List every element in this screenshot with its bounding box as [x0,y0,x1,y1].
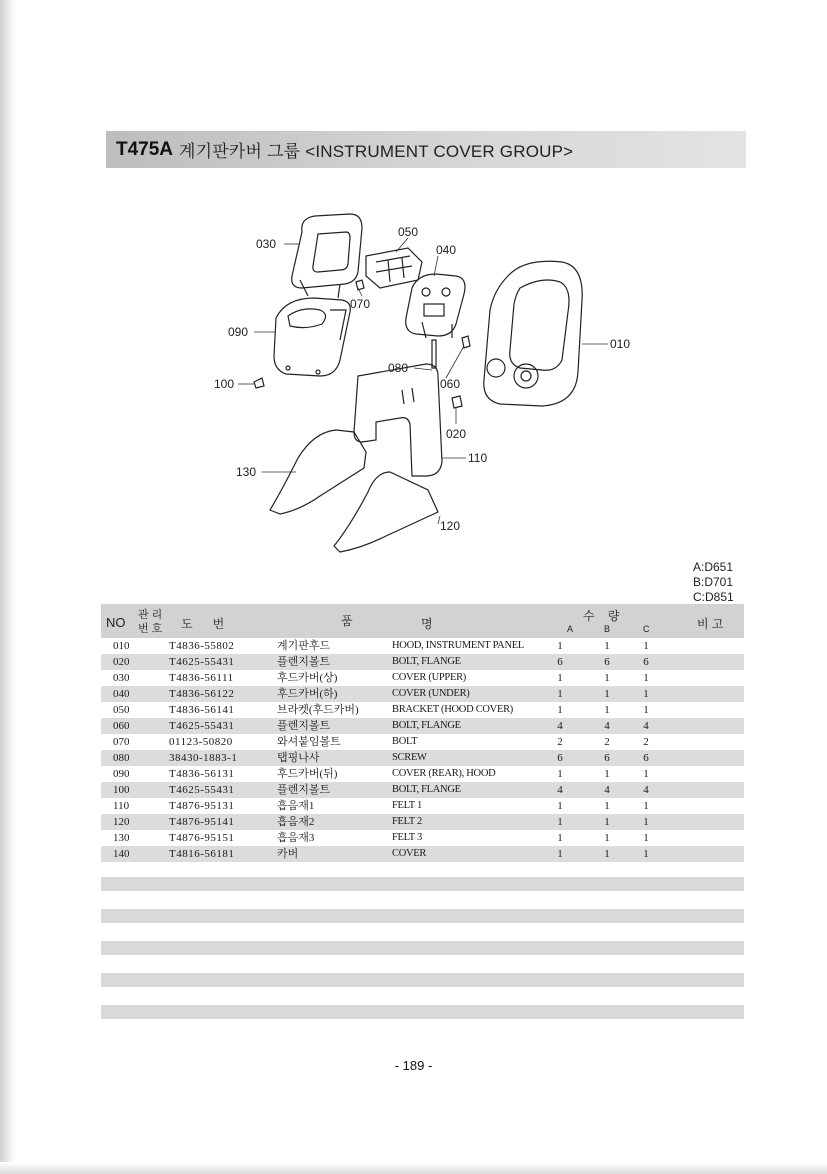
row-no: 010 [113,640,130,652]
row-qty-c: 1 [643,704,649,716]
row-english-name: COVER [392,848,427,859]
table-row [101,670,744,686]
row-qty-b: 1 [604,640,610,652]
row-no: 040 [113,688,130,700]
header-no: NO [106,615,126,630]
row-no: 130 [113,832,130,844]
callout-090: 090 [228,325,249,339]
row-korean-name: 흡음재2 [277,816,315,828]
row-korean-name: 계기판후드 [277,640,331,652]
row-part-number: T4625-55431 [169,656,235,668]
row-part-number: T4625-55431 [169,784,235,796]
row-korean-name: 후드카버(뒤) [277,768,338,780]
callout-110: 110 [468,451,488,465]
row-no: 070 [113,736,130,748]
empty-row-band [101,1005,744,1019]
table-header [101,604,744,638]
group-title: 계기판카버 그룹 <INSTRUMENT COVER GROUP> [179,142,574,161]
row-qty-b: 1 [604,800,610,812]
row-qty-b: 1 [604,768,610,780]
part-050-shape [366,248,422,288]
row-qty-c: 6 [643,752,649,764]
row-qty-c: 1 [643,832,649,844]
section-title-bar [106,131,746,168]
header-qty-c: C [643,624,650,634]
group-code: T475A [116,138,174,160]
row-no: 100 [113,784,130,796]
row-korean-name: 플렌지볼트 [277,720,331,732]
header-qty-a: A [567,624,574,634]
page-shadow-bottom [0,1162,827,1174]
row-part-number: 38430-1883-1 [169,752,238,764]
row-korean-name: 탭핑나사 [277,752,320,764]
empty-row-band [101,941,744,955]
part-030-shape [292,214,362,288]
table-row [101,638,744,654]
table-row [101,686,744,702]
callout-010: 010 [610,337,631,351]
table-row [101,782,744,798]
row-korean-name: 플렌지볼트 [277,656,331,668]
header-product: 품 [341,614,353,628]
row-qty-a: 4 [557,784,563,796]
row-qty-b: 1 [604,816,610,828]
table-row [101,846,744,862]
row-english-name: FELT 1 [392,800,423,811]
callout-070: 070 [350,297,371,311]
row-english-name: BOLT, FLANGE [392,784,461,795]
row-english-name: COVER (REAR), HOOD [392,768,496,779]
part-070-bolt [356,280,364,290]
row-no: 050 [113,704,130,716]
row-english-name: BRACKET (HOOD COVER) [392,704,513,715]
part-110-shape [354,364,442,476]
row-part-number: T4876-95131 [169,800,235,812]
row-qty-a: 1 [557,688,563,700]
legend-c: C:D851 [693,590,734,604]
row-part-number: T4876-95151 [169,832,235,844]
row-no: 060 [113,720,130,732]
table-row [101,766,744,782]
callout-130: 130 [236,465,257,479]
header-qty-b: B [604,624,611,634]
row-qty-b: 2 [604,736,610,748]
table-row [101,814,744,830]
row-korean-name: 브라켓(후드카버) [277,704,359,716]
row-qty-c: 4 [643,720,649,732]
exploded-parts-diagram [190,200,650,580]
header-mgmt-top: 관 리 [138,609,163,621]
row-part-number: T4625-55431 [169,720,235,732]
row-no: 090 [113,768,130,780]
table-row [101,654,744,670]
row-part-number: T4836-55802 [169,640,235,652]
row-korean-name: 와셔붙임볼트 [277,736,341,748]
row-qty-c: 4 [643,784,649,796]
header-mgmt-bottom: 번 호 [138,623,163,635]
row-qty-a: 6 [557,752,563,764]
row-qty-b: 1 [604,672,610,684]
part-080-screw [432,340,436,368]
row-english-name: FELT 3 [392,832,423,843]
row-qty-a: 1 [557,704,563,716]
row-qty-a: 6 [557,656,563,668]
part-030-window [313,232,350,272]
row-qty-a: 1 [557,800,563,812]
empty-table-rows [101,877,744,1037]
part-100-bolt [254,378,264,388]
row-qty-a: 1 [557,768,563,780]
row-no: 110 [113,800,130,812]
empty-row-band [101,877,744,891]
row-no: 140 [113,848,130,860]
row-no: 120 [113,816,130,828]
row-korean-name: 플렌지볼트 [277,784,331,796]
header-drawing-no: 도 번 [181,617,225,631]
table-row [101,702,744,718]
row-english-name: COVER (UNDER) [392,688,470,699]
row-part-number: T4836-56122 [169,688,235,700]
callout-080: 080 [388,361,409,375]
row-part-number: T4876-95141 [169,816,235,828]
row-qty-c: 1 [643,688,649,700]
header-name: 명 [421,617,433,631]
legend-a: A:D651 [693,560,734,574]
row-english-name: BOLT, FLANGE [392,656,461,667]
parts-table [101,604,744,862]
row-english-name: SCREW [392,752,427,763]
row-qty-c: 1 [643,800,649,812]
callout-060: 060 [440,377,461,391]
row-part-number: T4836-56141 [169,704,235,716]
row-korean-name: 후드카버(하) [277,688,338,700]
page-number: - 189 - [394,1058,433,1073]
row-english-name: HOOD, INSTRUMENT PANEL [392,640,524,651]
row-english-name: COVER (UPPER) [392,672,466,683]
row-qty-b: 1 [604,704,610,716]
row-qty-a: 1 [557,672,563,684]
row-qty-c: 6 [643,656,649,668]
row-korean-name: 흡음재3 [277,832,315,844]
row-korean-name: 흡음재1 [277,800,315,812]
row-part-number: T4816-56181 [169,848,235,860]
row-part-number: 01123-50820 [169,736,233,748]
row-english-name: BOLT [392,736,418,747]
row-qty-b: 6 [604,752,610,764]
part-120-shape [334,472,438,552]
page-shadow-left [0,0,16,1174]
callout-030: 030 [256,237,277,251]
header-qty: 수 량 [583,609,620,623]
empty-row-band [101,973,744,987]
part-020-bolt [452,396,462,408]
row-no: 080 [113,752,130,764]
row-qty-c: 1 [643,672,649,684]
row-part-number: T4836-56131 [169,768,235,780]
row-korean-name: 후드카버(상) [277,672,338,684]
table-row [101,734,744,750]
row-qty-b: 1 [604,688,610,700]
row-qty-c: 1 [643,768,649,780]
callout-050: 050 [398,225,419,239]
part-040-shape [406,274,465,336]
model-legend [693,560,734,605]
row-qty-b: 1 [604,848,610,860]
row-qty-b: 1 [604,832,610,844]
row-qty-b: 6 [604,656,610,668]
table-row [101,798,744,814]
row-korean-name: 카버 [277,848,299,860]
row-qty-a: 1 [557,816,563,828]
table-row [101,718,744,734]
empty-row-band [101,909,744,923]
callout-120: 120 [440,519,461,533]
table-row [101,750,744,766]
row-no: 020 [113,656,130,668]
row-english-name: BOLT, FLANGE [392,720,461,731]
callout-040: 040 [436,243,457,257]
header-remarks: 비 고 [697,617,724,631]
row-qty-a: 2 [557,736,563,748]
part-060-bolt [462,336,470,348]
table-row [101,830,744,846]
row-qty-a: 4 [557,720,563,732]
row-qty-c: 1 [643,848,649,860]
row-qty-b: 4 [604,720,610,732]
row-qty-b: 4 [604,784,610,796]
row-english-name: FELT 2 [392,816,423,827]
row-part-number: T4836-56111 [169,672,234,684]
row-qty-a: 1 [557,848,563,860]
row-qty-c: 2 [643,736,649,748]
callout-100: 100 [214,377,235,391]
row-qty-a: 1 [557,832,563,844]
legend-b: B:D701 [693,575,734,589]
row-no: 030 [113,672,130,684]
callout-020: 020 [446,427,467,441]
row-qty-a: 1 [557,640,563,652]
row-qty-c: 1 [643,640,649,652]
row-qty-c: 1 [643,816,649,828]
